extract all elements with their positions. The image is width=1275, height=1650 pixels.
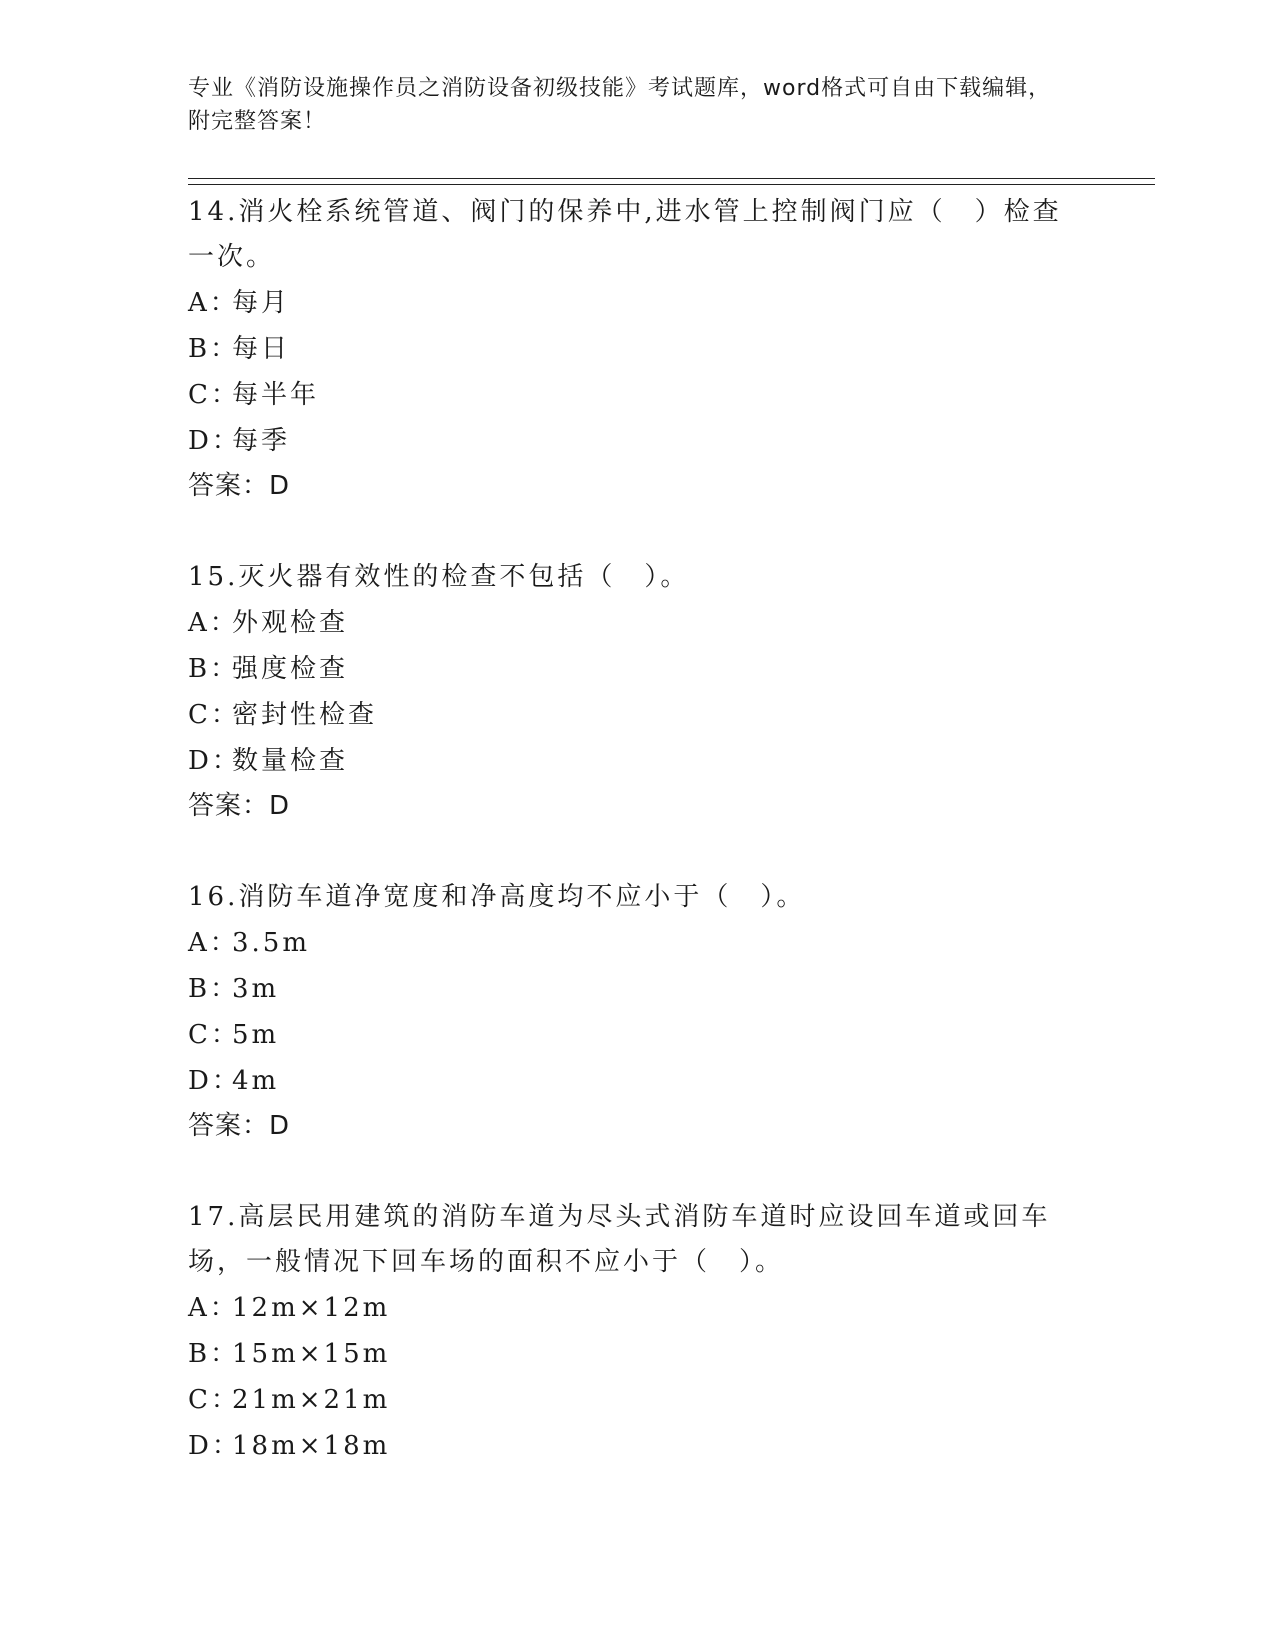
option-letter: C： <box>188 700 240 730</box>
option-letter: C： <box>188 1385 240 1415</box>
option-c <box>188 372 1088 418</box>
question-text: 17.高层民用建筑的消防车道为尽头式消防车道时应设回车道或回车场，一般情况下回车场的面积不应小于（ ）。 <box>188 1202 1051 1277</box>
option-a <box>188 920 1088 966</box>
option-a <box>188 600 1088 646</box>
option-text: 密封性检查 <box>232 700 378 730</box>
option-b <box>188 646 1088 692</box>
option-letter: D： <box>188 426 241 456</box>
option-c <box>188 1377 1088 1423</box>
question-text: 15.灭火器有效性的检查不包括（ ）。 <box>188 562 690 592</box>
header-divider-bottom <box>188 184 1155 185</box>
option-text: 每半年 <box>232 380 320 410</box>
question-17 <box>188 1195 1088 1469</box>
question-15 <box>188 555 1088 829</box>
option-text: 数量检查 <box>232 746 349 776</box>
option-letter: B： <box>188 654 240 684</box>
answer-line: 答案：D <box>188 1111 291 1141</box>
option-c <box>188 1012 1088 1058</box>
option-a <box>188 280 1088 326</box>
option-letter: A： <box>188 608 239 638</box>
option-letter: A： <box>188 288 239 318</box>
option-b <box>188 326 1088 372</box>
option-text: 18m×18m <box>232 1431 391 1461</box>
question-list <box>188 190 1088 1515</box>
option-text: 强度检查 <box>232 654 349 684</box>
option-letter: D： <box>188 746 241 776</box>
option-d <box>188 1423 1088 1469</box>
option-text: 12m×12m <box>232 1293 391 1323</box>
answer-line: 答案：D <box>188 791 291 821</box>
option-c <box>188 692 1088 738</box>
answer-line: 答案：D <box>188 471 291 501</box>
option-letter: C： <box>188 1020 240 1050</box>
question-text: 14.消火栓系统管道、阀门的保养中,进水管上控制阀门应（ ）检查一次。 <box>188 197 1062 272</box>
question-16 <box>188 875 1088 1149</box>
option-text: 每月 <box>232 288 291 318</box>
option-b <box>188 1331 1088 1377</box>
option-d <box>188 1058 1088 1104</box>
option-text: 21m×21m <box>232 1385 391 1415</box>
option-b <box>188 966 1088 1012</box>
option-text: 5m <box>232 1020 280 1050</box>
option-letter: A： <box>188 1293 239 1323</box>
option-text: 每日 <box>232 334 291 364</box>
option-d <box>188 418 1088 464</box>
option-letter: B： <box>188 334 240 364</box>
question-text: 16.消防车道净宽度和净高度均不应小于（ ）。 <box>188 882 806 912</box>
header-divider-top <box>188 178 1155 179</box>
option-letter: B： <box>188 1339 240 1369</box>
option-text: 每季 <box>232 426 291 456</box>
option-letter: B： <box>188 974 240 1004</box>
option-text: 3.5m <box>232 928 311 958</box>
option-text: 4m <box>232 1066 280 1096</box>
option-text: 外观检查 <box>232 608 349 638</box>
option-text: 15m×15m <box>232 1339 391 1369</box>
option-letter: C： <box>188 380 240 410</box>
option-d <box>188 738 1088 784</box>
option-text: 3m <box>232 974 280 1004</box>
option-letter: A： <box>188 928 239 958</box>
option-letter: D： <box>188 1066 241 1096</box>
option-a <box>188 1285 1088 1331</box>
option-letter: D： <box>188 1431 241 1461</box>
question-14 <box>188 190 1088 509</box>
document-intro: 专业《消防设施操作员之消防设备初级技能》考试题库，word格式可自由下载编辑，附完整答案！ <box>188 76 1052 134</box>
